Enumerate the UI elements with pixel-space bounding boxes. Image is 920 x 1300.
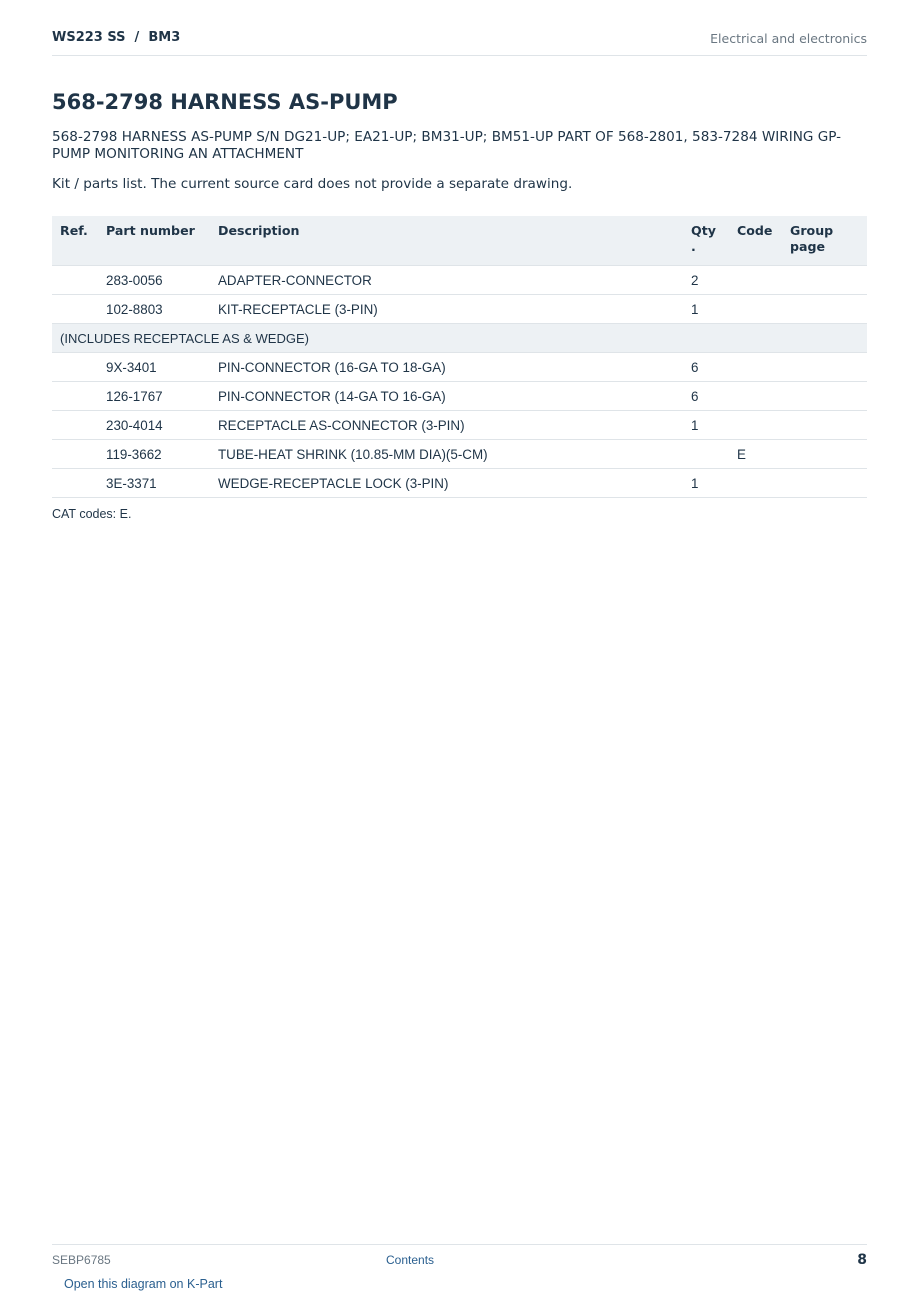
footer-divider [52, 1244, 867, 1245]
table-row [52, 440, 867, 469]
cell-qty [683, 440, 729, 469]
cell-description: KIT-RECEPTACLE (3-PIN) [210, 295, 683, 324]
cell-part-number: 102-8803 [98, 295, 210, 324]
cell-ref [52, 469, 98, 498]
page-header [52, 28, 867, 56]
cell-group-page [782, 266, 867, 295]
section-label: Electrical and electronics [710, 31, 867, 46]
contents-link[interactable]: Contents [386, 1253, 435, 1267]
cell-group-page [782, 295, 867, 324]
parts-table [52, 216, 867, 498]
col-header-description: Description [210, 216, 683, 266]
cell-qty: 1 [683, 411, 729, 440]
cell-part-number: 119-3662 [98, 440, 210, 469]
table-row [52, 353, 867, 382]
cell-ref [52, 266, 98, 295]
kit-includes-note: (INCLUDES RECEPTACLE AS & WEDGE) [52, 324, 867, 353]
cell-ref [52, 382, 98, 411]
cell-ref [52, 295, 98, 324]
cell-group-page [782, 469, 867, 498]
cell-code [729, 266, 782, 295]
table-row [52, 411, 867, 440]
cell-part-number: 9X-3401 [98, 353, 210, 382]
table-row [52, 266, 867, 295]
cell-group-page [782, 353, 867, 382]
cell-code [729, 469, 782, 498]
cell-code [729, 295, 782, 324]
cell-description: WEDGE-RECEPTACLE LOCK (3-PIN) [210, 469, 683, 498]
page-number: 8 [857, 1252, 867, 1268]
cell-description: TUBE-HEAT SHRINK (10.85-MM DIA)(5-CM) [210, 440, 683, 469]
cell-description: RECEPTACLE AS-CONNECTOR (3-PIN) [210, 411, 683, 440]
cell-ref [52, 411, 98, 440]
table-row [52, 295, 867, 324]
cell-code: E [729, 440, 782, 469]
cell-ref [52, 353, 98, 382]
page-title: 568-2798 HARNESS AS-PUMP [52, 90, 398, 114]
cell-code [729, 353, 782, 382]
part-description: 568-2798 HARNESS AS-PUMP S/N DG21-UP; EA21-UP; BM31-UP; BM51-UP PART OF 568-2801, 583-7284 WIRING GP-PUMP MONITORING AN ATTACHMENT [52, 129, 842, 162]
cell-ref [52, 440, 98, 469]
cell-qty: 6 [683, 353, 729, 382]
cell-description: ADAPTER-CONNECTOR [210, 266, 683, 295]
cell-code [729, 382, 782, 411]
col-header-code: Code [729, 216, 782, 266]
cell-qty: 1 [683, 469, 729, 498]
cell-part-number: 230-4014 [98, 411, 210, 440]
breadcrumb: WS223 SS / BM3 [52, 30, 181, 45]
col-header-ref: Ref. [52, 216, 98, 266]
cell-part-number: 3E-3371 [98, 469, 210, 498]
cell-description: PIN-CONNECTOR (16-GA TO 18-GA) [210, 353, 683, 382]
document-id: SEBP6785 [52, 1253, 111, 1267]
cell-qty: 1 [683, 295, 729, 324]
table-subrow [52, 324, 867, 353]
cell-group-page [782, 440, 867, 469]
table-row [52, 469, 867, 498]
cell-description: PIN-CONNECTOR (14-GA TO 16-GA) [210, 382, 683, 411]
col-header-qty: Qty . [683, 216, 729, 266]
cell-qty: 6 [683, 382, 729, 411]
cat-codes-note: CAT codes: E. [52, 507, 132, 521]
cell-part-number: 283-0056 [98, 266, 210, 295]
cell-part-number: 126-1767 [98, 382, 210, 411]
col-header-part-number: Part number [98, 216, 210, 266]
open-diagram-link[interactable]: Open this diagram on K-Part [64, 1277, 223, 1291]
col-header-group-page: Group page [782, 216, 867, 266]
table-header-row [52, 216, 867, 266]
cell-code [729, 411, 782, 440]
cell-group-page [782, 411, 867, 440]
cell-qty: 2 [683, 266, 729, 295]
cell-group-page [782, 382, 867, 411]
table-row [52, 382, 867, 411]
source-note: Kit / parts list. The current source card does not provide a separate drawing. [52, 176, 573, 192]
